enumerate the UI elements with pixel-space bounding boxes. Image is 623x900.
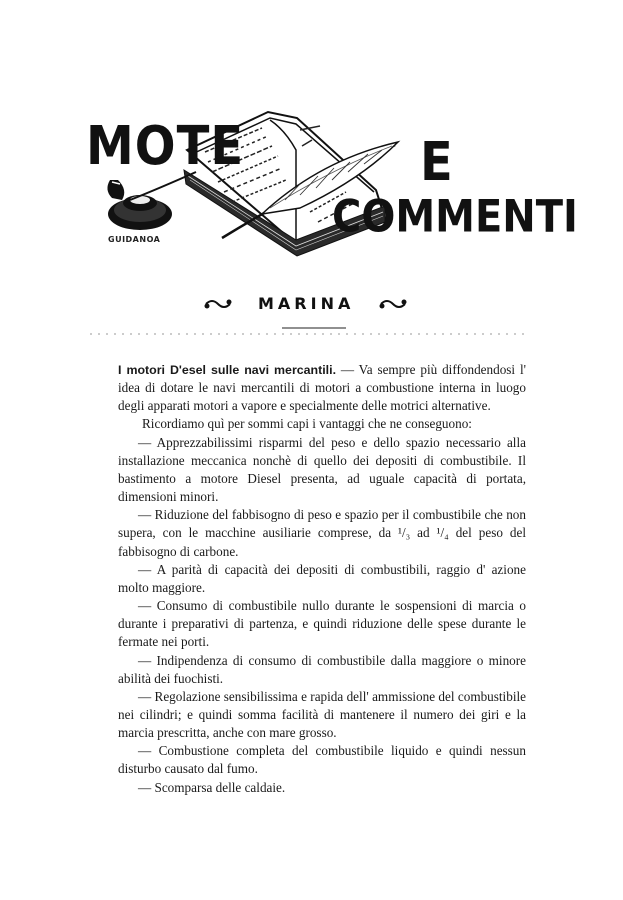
advantage-item: — Riduzione del fabbisogno di peso e spazio per il combustibile che non supera, con le macchine ausiliarie comprese, da ¹/₃ ad ¹/₄ del peso del fabbisogno di carbone. <box>118 507 526 559</box>
section-rule <box>90 328 530 334</box>
header-word-commenti: COMMENTI <box>332 191 578 243</box>
advantage-item: — Indipendenza di consumo di combustibile dalla maggiore o minore abilità dei fuochisti. <box>118 652 526 686</box>
header-word-mote: MOTE <box>86 114 245 178</box>
inkwell-icon <box>107 172 196 230</box>
article-lead: I motori D'esel sulle navi mercantili. <box>118 363 337 377</box>
article-body <box>118 361 526 797</box>
left-scroll-ornament-icon <box>205 300 232 309</box>
article-intro-text: — Va sempre più diffondendosi l' idea di dotare le navi mercantili di motori a combustione interna in luogo degli apparati motori a vapore e specialmente delle motrici alternative. <box>118 362 526 414</box>
section-heading <box>0 284 623 344</box>
advantage-item: — Consumo di combustibile nullo durante le sospensioni di marcia o durante i preparativi di partenza, e quindi riduzione delle spese durante le fermate nei porti. <box>118 598 526 650</box>
article-intro <box>118 361 526 415</box>
article-recall: Ricordiamo quì per sommi capi i vantaggi che ne conseguono: <box>142 416 472 432</box>
section-ornaments <box>0 284 623 344</box>
advantage-item: — Scomparsa delle caldaie. <box>138 779 286 795</box>
advantage-item: — A parità di capacità dei depositi di combustibili, raggio d' azione molto maggiore. <box>118 561 526 595</box>
advantage-item: — Regolazione sensibilissima e rapida dell' ammissione del combustibile nei cilindri; e quindi somma facilità di mantenere il numero dei giri e la marcia prescritta, anche con mare grosso. <box>118 688 526 741</box>
header-word-e: E <box>420 130 454 194</box>
right-scroll-ornament-icon <box>380 300 407 309</box>
section-title: MARINA <box>258 294 355 313</box>
illustrator-signature: GUIDANOA <box>108 235 161 244</box>
advantage-item: — Apprezzabilissimi risparmi del peso e dello spazio necessario alla installazione meccanica nonchè di quello dei depositi di combustibile. Il bastimento a motore Diesel presenta, ad uguale capacità di portata, dimensioni minori. <box>118 434 526 505</box>
header-banner <box>0 0 623 260</box>
advantage-item: — Combustione completa del combustibile liquido e quindi nessun disturbo causato dal fumo. <box>118 743 526 777</box>
